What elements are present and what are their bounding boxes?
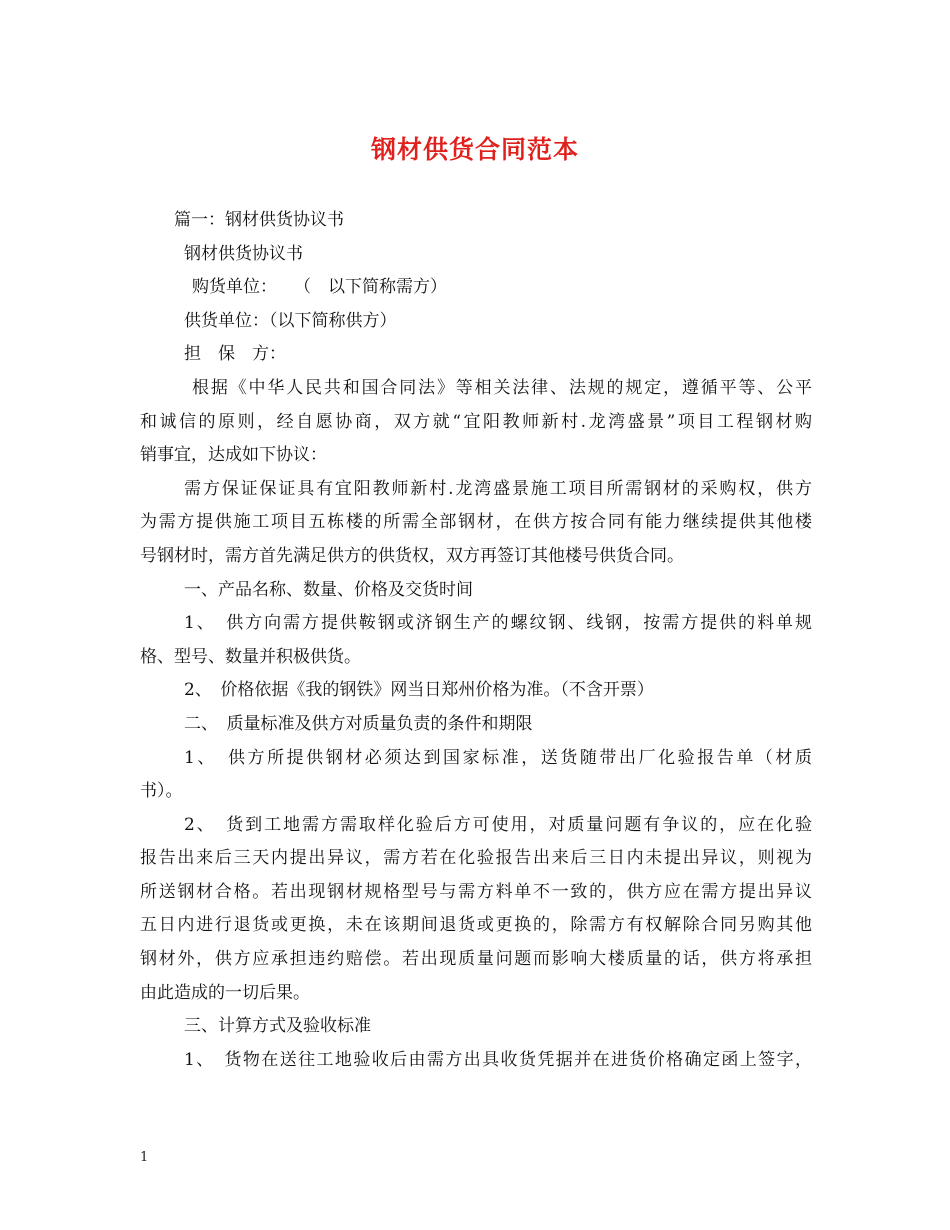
clause-line: 由此造成的一切后果。 — [140, 982, 310, 1003]
document-body — [140, 204, 812, 1077]
document-title: 钢材供货合同范本 — [370, 135, 579, 164]
paragraph-line: 为需方提供施工项目五栋楼的所需全部钢材，在供方按合同有能力继续提供其他楼 — [140, 512, 812, 533]
clause-line: 格、型号、数量并积极供货。 — [140, 646, 361, 667]
clause-line: 1、 供方向需方提供鞍钢或济钢生产的螺纹钢、线钢，按需方提供的料单规 — [184, 613, 812, 634]
clause-line: 五日内进行退货或更换，未在该期间退货或更换的，除需方有权解除合同另购其他 — [140, 915, 812, 936]
clause-line: 2、 价格依据《我的钢铁》网当日郑州价格为准。（不含开票） — [184, 680, 654, 701]
page-number: 1 — [140, 1150, 149, 1165]
paragraph-line: 根据《中华人民共和国合同法》等相关法律、法规的规定，遵循平等、公平 — [192, 377, 812, 398]
clause-line: 书）。 — [140, 781, 183, 802]
section-heading-one: 一、产品名称、数量、价格及交货时间 — [184, 579, 473, 600]
clause-line: 1、 供方所提供钢材必须达到国家标准，送货随带出厂化验报告单（材质 — [184, 747, 812, 768]
section-heading-three: 三、计算方式及验收标准 — [184, 1016, 371, 1037]
section-heading-article-one: 篇一：钢材供货协议书 — [174, 210, 344, 230]
paragraph-line: 和诚信的原则，经自愿协商，双方就“宜阳教师新村.龙湾盛景”项目工程钢材购 — [140, 411, 812, 432]
clause-line: 2、 货到工地需方需取样化验后方可使用，对质量问题有争议的，应在化验 — [184, 814, 812, 835]
paragraph-line: 需方保证保证具有宜阳教师新村.龙湾盛景施工项目所需钢材的采购权，供方 — [184, 478, 812, 499]
paragraph-line: 销事宜，达成如下协议： — [140, 445, 327, 466]
clause-line: 钢材外，供方应承担违约赔偿。若出现质量问题而影响大楼质量的话，供方将承担 — [140, 949, 812, 970]
clause-line: 所送钢材合格。若出现钢材规格型号与需方料单不一致的，供方应在需方提出异议 — [140, 881, 812, 902]
clause-line: 1、 货物在送往工地验收后由需方出具收货凭据并在进货价格确定函上签字， — [184, 1049, 812, 1070]
section-heading-two: 二、 质量标准及供方对质量负责的条件和期限 — [184, 713, 533, 734]
supplier-field: 供货单位：（以下简称供方） — [184, 310, 397, 331]
clause-line: 报告出来后三天内提出异议，需方若在化验报告出来后三日内未提出异议，则视为 — [140, 848, 812, 869]
guarantor-field: 担 保 方： — [184, 344, 286, 365]
agreement-name: 钢材供货协议书 — [184, 243, 303, 264]
paragraph-line: 号钢材时，需方首先满足供方的供货权，双方再签订其他楼号供货合同。 — [140, 545, 684, 566]
buyer-field: 购货单位： （ 以下简称需方） — [192, 277, 447, 298]
